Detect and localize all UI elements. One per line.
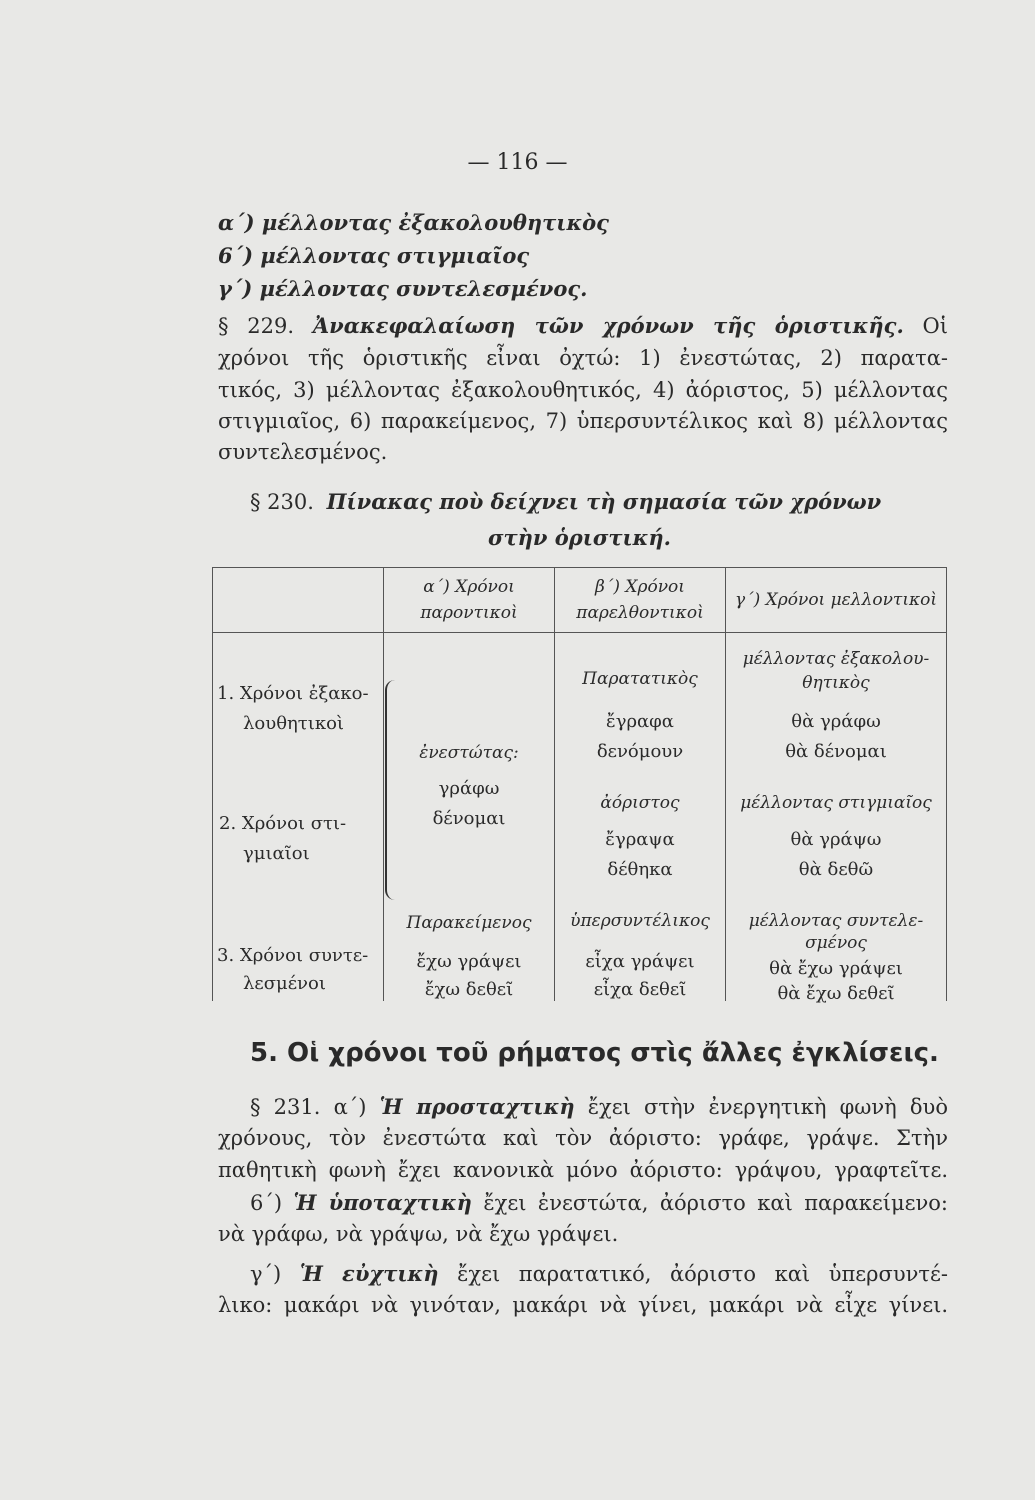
verb-form: θὰ δένομαι	[785, 741, 887, 762]
text: ἔχει παρατατικό, ἀόριστο καὶ ὑπερσυντέ-	[457, 1262, 948, 1286]
tense-label: Παρακείμενος	[406, 913, 532, 933]
page-number: — 116 —	[467, 150, 568, 175]
item-marker: 6΄)	[250, 1191, 283, 1215]
verb-form: εἶχα δεθεῖ	[593, 979, 687, 1000]
section-title: Πίνακας ποὺ δείχνει τὴ σημασία τῶν χρόνων	[326, 489, 882, 514]
verb-form: δενόμουν	[596, 741, 684, 762]
verb-form: δένομαι	[432, 808, 506, 829]
row-label: λεσμένοι	[243, 973, 326, 994]
section-5-title: 5. Οἱ χρόνοι τοῦ ρήματος στὶς ἄλλες ἐγκλίσεις.	[250, 1038, 939, 1068]
column-header: β΄) Χρόνοι παρελθοντικοὶ	[555, 568, 726, 633]
paragraph-231-line	[250, 1094, 948, 1119]
paragraph-line	[250, 1261, 948, 1286]
tense-label: μέλλοντας στιγμιαῖος	[740, 793, 932, 813]
section-number: § 231. α΄)	[250, 1095, 367, 1119]
verb-form: ἔγραψα	[605, 829, 675, 850]
tense-label: σμένος	[805, 933, 867, 953]
list-item: α΄) μέλλοντας ἐξακολουθητικὸς	[218, 210, 609, 235]
section-title-cont: στὴν ὁριστική.	[488, 525, 671, 550]
list-item: 6΄) μέλλοντας στιγμιαῖος	[218, 243, 530, 268]
verb-form: θὰ ἔχω δεθεῖ	[777, 983, 895, 1004]
paragraph-line: παθητικὴ φωνὴ ἔχει κανονικὰ μόνο ἀόριστο: γράψου, γραφτεῖτε.	[218, 1158, 948, 1182]
verb-form: θὰ γράφω	[791, 711, 881, 732]
tense-label: μέλλοντας ἐξακολου-	[742, 649, 930, 669]
paragraph-line: χρόνους, τὸν ἐνεστώτα καὶ τὸν ἀόριστο: γράφε, γράψε. Στὴν	[218, 1126, 948, 1150]
tense-label: ἀόριστος	[600, 793, 680, 813]
text: ἔχει ἐνεστώτα, ἀόριστο καὶ παρακείμενο:	[483, 1191, 949, 1215]
row-label: 3. Χρόνοι συντε-	[217, 945, 369, 966]
text: ἔχει στὴν ἐνεργητικὴ φωνὴ δυὸ	[587, 1095, 948, 1119]
lead-word: Οἱ	[922, 314, 948, 338]
row-label: 2. Χρόνοι στι-	[219, 813, 347, 834]
tense-label: μέλλοντας συντελε-	[748, 911, 924, 931]
row-labels	[213, 633, 384, 1002]
verb-form: δέθηκα	[607, 859, 673, 880]
paragraph-line	[250, 1190, 948, 1215]
verb-form: ἔγραφα	[606, 711, 674, 732]
verb-form: εἶχα γράψει	[585, 951, 695, 972]
paragraph-line: τικός, 3) μέλλοντας ἐξακολουθητικός, 4) ἀόριστος, 5) μέλλοντας	[218, 378, 948, 402]
paragraph-line: συντελεσμένος.	[218, 440, 388, 464]
verb-form: γράφω	[438, 778, 500, 799]
tenses-table	[212, 567, 947, 1004]
term: Ἡ εὐχτικὴ	[299, 1261, 439, 1286]
paragraph-line: στιγμιαῖος, 6) παρακείμενος, 7) ὑπερσυντέλικος καὶ 8) μέλλοντας	[218, 409, 948, 433]
section-number: § 229.	[218, 314, 295, 338]
verb-form: θὰ ἔχω γράψει	[769, 958, 903, 979]
row-label: γμιαῖοι	[243, 843, 310, 864]
term: Ἡ προσταχτικὴ	[379, 1094, 575, 1119]
present-column	[384, 633, 555, 1002]
verb-form: θὰ γράψω	[790, 829, 882, 850]
term: Ἡ ὑποταχτικὴ	[293, 1190, 472, 1215]
tense-label: ἐνεστώτας:	[419, 743, 519, 763]
verb-form: ἔχω γράψει	[416, 951, 522, 972]
tense-label: θητικὸς	[802, 673, 870, 693]
list-item: γ΄) μέλλοντας συντελεσμένος.	[218, 276, 588, 301]
column-header: α΄) Χρόνοι παροντικοὶ	[384, 568, 555, 633]
table-corner	[213, 568, 384, 633]
section-number: § 230.	[250, 490, 314, 514]
paragraph-229-heading	[218, 313, 948, 338]
column-header: γ΄) Χρόνοι μελλοντικοὶ	[726, 568, 947, 633]
paragraph-line: λικο: μακάρι νὰ γινόταν, μακάρι νὰ γίνει, μακάρι νὰ εἶχε γίνει.	[218, 1293, 948, 1317]
row-label: 1. Χρόνοι ἐξακο-	[217, 683, 369, 704]
tense-label: Παρατατικὸς	[582, 669, 698, 689]
verb-form: ἔχω δεθεῖ	[424, 979, 514, 1000]
item-marker: γ΄)	[250, 1262, 282, 1286]
row-label: λουθητικοὶ	[243, 713, 344, 734]
verb-form: θὰ δεθῶ	[798, 859, 874, 880]
paragraph-230-heading	[250, 489, 881, 514]
past-column	[555, 633, 726, 1002]
tense-label: ὑπερσυντέλικος	[570, 911, 710, 931]
paragraph-line: χρόνοι τῆς ὁριστικῆς εἶναι ὀχτώ: 1) ἐνεστώτας, 2) παρατα-	[218, 346, 948, 370]
section-title: Ἀνακεφαλαίωση τῶν χρόνων τῆς ὁριστικῆς.	[312, 313, 904, 338]
brace-mark	[385, 680, 399, 900]
paragraph-line: νὰ γράφω, νὰ γράψω, νὰ ἔχω γράψει.	[218, 1222, 619, 1246]
future-column	[726, 633, 947, 1002]
